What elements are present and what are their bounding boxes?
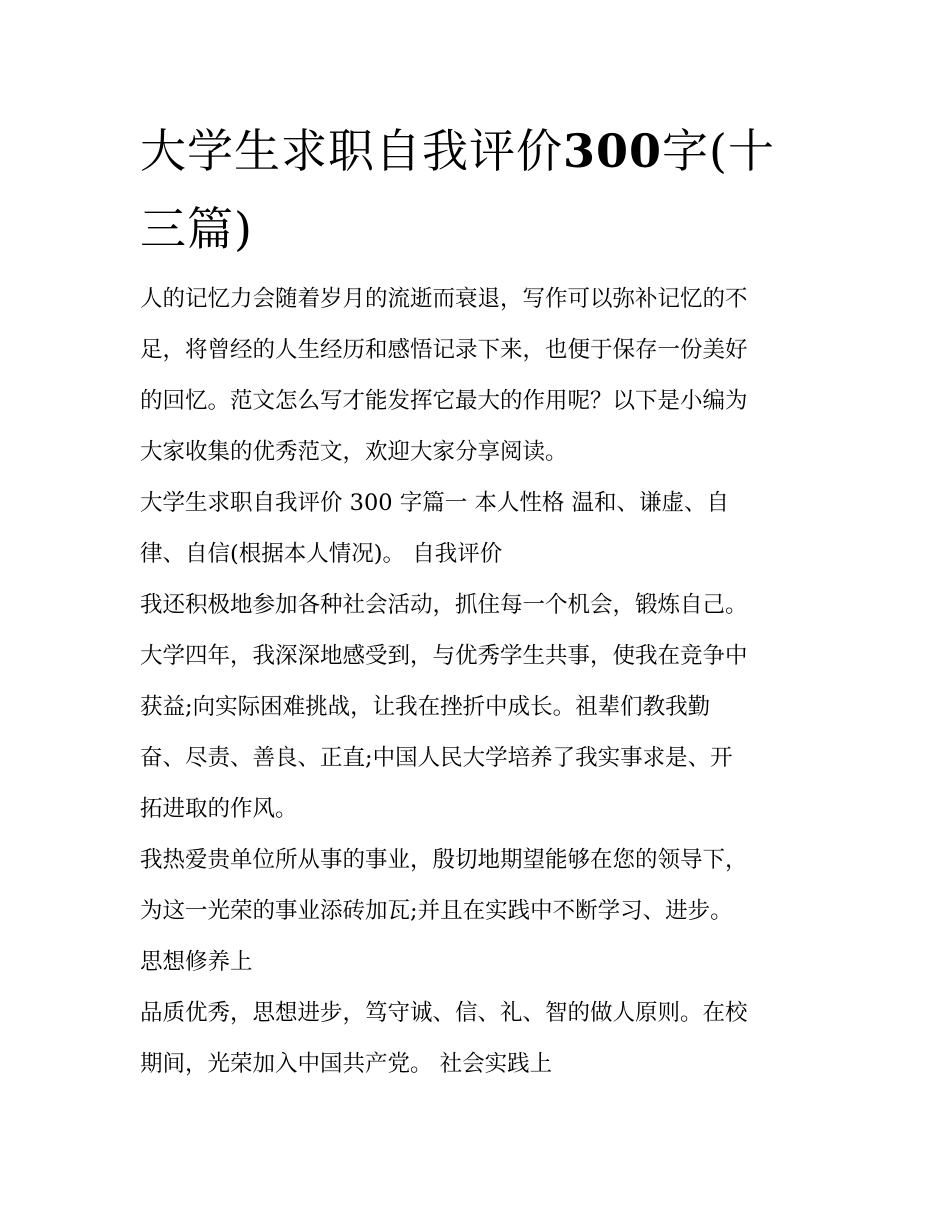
title-text-suffix: 字(十 bbox=[662, 124, 775, 178]
paragraph-line: 的回忆。范文怎么写才能发挥它最大的作用呢？以下是小编为 bbox=[140, 388, 748, 414]
paragraph-line: 思想修养上 bbox=[140, 949, 253, 975]
paragraph-line: 我还积极地参加各种社会活动，抓住每一个机会，锻炼自己。 bbox=[140, 592, 748, 618]
paragraph-line: 品质优秀，思想进步，笃守诚、信、礼、智的做人原则。在校 bbox=[140, 1000, 748, 1026]
paragraph-line: 为这一光荣的事业添砖加瓦;并且在实践中不断学习、进步。 bbox=[140, 898, 733, 924]
paragraph-line: 律、自信(根据本人情况)。 自我评价 bbox=[140, 541, 503, 567]
title-text-line2: 三篇) bbox=[140, 202, 253, 256]
paragraph-line: 奋、尽责、善良、正直;中国人民大学培养了我实事求是、开 bbox=[140, 745, 733, 771]
paragraph-line: 大学四年，我深深地感受到，与优秀学生共事，使我在竞争中 bbox=[140, 643, 748, 669]
paragraph-line: 拓进取的作风。 bbox=[140, 796, 298, 822]
document-body bbox=[140, 274, 830, 1090]
paragraph-line: 足，将曾经的人生经历和感悟记录下来，也便于保存一份美好 bbox=[140, 337, 748, 363]
paragraph-line: 期间，光荣加入中国共产党。 社会实践上 bbox=[140, 1051, 553, 1077]
title-number: 300 bbox=[563, 124, 663, 178]
title-text: 大学生求职自我评价 bbox=[140, 124, 563, 178]
paragraph-line: 人的记忆力会随着岁月的流逝而衰退，写作可以弥补记忆的不 bbox=[140, 286, 748, 312]
document-title bbox=[140, 112, 830, 268]
paragraph-line: 我热爱贵单位所从事的事业，殷切地期望能够在您的领导下， bbox=[140, 847, 748, 873]
paragraph-line: 大家收集的优秀范文，欢迎大家分享阅读。 bbox=[140, 439, 568, 465]
paragraph-line: 获益;向实际困难挑战，让我在挫折中成长。祖辈们教我勤 bbox=[140, 694, 711, 720]
paragraph-line: 大学生求职自我评价 300 字篇一 本人性格 温和、谦虚、自 bbox=[140, 490, 730, 516]
